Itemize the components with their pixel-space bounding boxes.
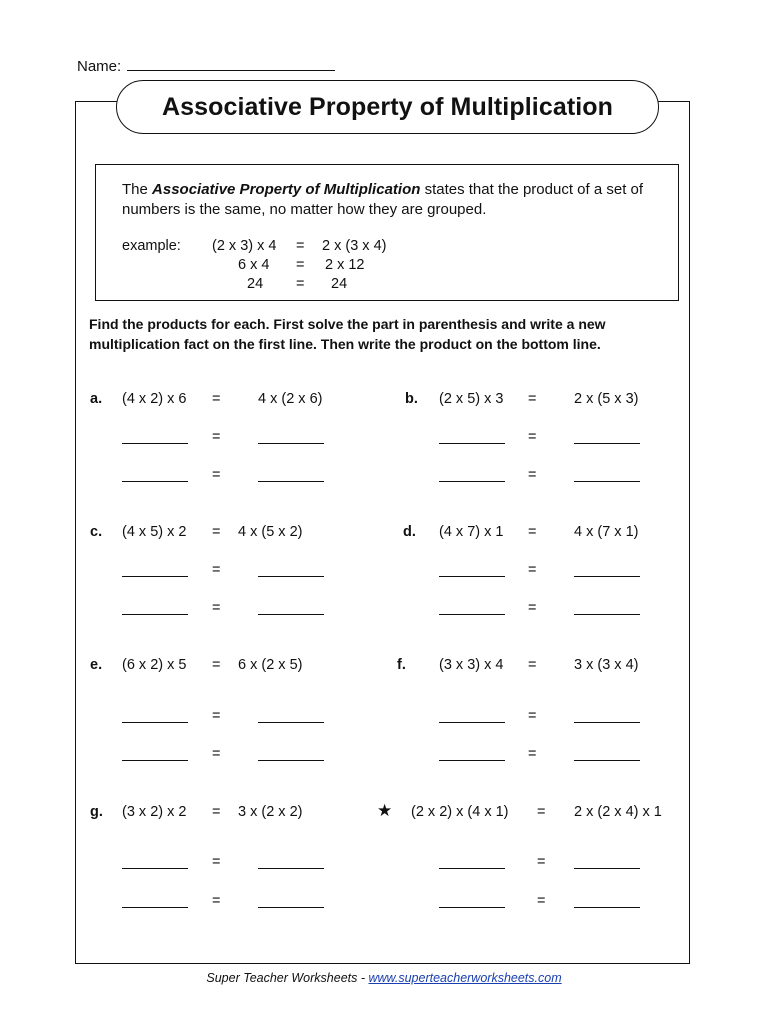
problem-star-right: 2 x (2 x 4) x 1	[574, 804, 662, 820]
example-row3-eq: =	[296, 276, 305, 292]
example-label: example:	[122, 238, 181, 254]
example-row1-eq: =	[296, 238, 305, 254]
problem-e-eq: =	[212, 657, 221, 673]
problem-b-blank-1-eq: =	[528, 429, 537, 445]
problem-c-blank-1-left[interactable]	[122, 576, 188, 577]
problem-d-blank-2-eq: =	[528, 600, 537, 616]
problem-a-blank-2-right[interactable]	[258, 481, 324, 482]
problem-f-label: f.	[397, 657, 406, 673]
problem-d-blank-1-right[interactable]	[574, 576, 640, 577]
example-row2-left: 6 x 4	[238, 257, 270, 273]
problem-a-label: a.	[90, 391, 103, 407]
problem-a-blank-2-eq: =	[212, 467, 221, 483]
problem-b-label: b.	[405, 391, 418, 407]
problem-a-blank-2-left[interactable]	[122, 481, 188, 482]
definition-text	[122, 180, 677, 220]
problem-f-right: 3 x (3 x 4)	[574, 657, 639, 673]
problem-e-right: 6 x (2 x 5)	[238, 657, 303, 673]
problem-c-blank-1-eq: =	[212, 562, 221, 578]
problem-f-blank-1-left[interactable]	[439, 722, 505, 723]
problem-g-blank-2-left[interactable]	[122, 907, 188, 908]
problem-star-blank-1-right[interactable]	[574, 868, 640, 869]
problem-f-left: (3 x 3) x 4	[439, 657, 504, 673]
star-icon: ★	[377, 801, 393, 820]
example-row3-right: 24	[331, 276, 348, 292]
problem-f-blank-2-right[interactable]	[574, 760, 640, 761]
problem-c-blank-1-right[interactable]	[258, 576, 324, 577]
problem-e-label: e.	[90, 657, 103, 673]
problem-b-blank-2-left[interactable]	[439, 481, 505, 482]
problem-d-eq: =	[528, 524, 537, 540]
worksheet-title	[116, 80, 659, 134]
problem-a-blank-1-left[interactable]	[122, 443, 188, 444]
problem-b-eq: =	[528, 391, 537, 407]
problem-a-blank-1-right[interactable]	[258, 443, 324, 444]
problem-e-blank-1-eq: =	[212, 708, 221, 724]
problem-e-blank-2-eq: =	[212, 746, 221, 762]
title-text: Associative Property of Multiplication	[161, 92, 614, 121]
problem-b-left: (2 x 5) x 3	[439, 391, 504, 407]
problem-g-blank-1-eq: =	[212, 854, 221, 870]
problem-f-blank-1-eq: =	[528, 708, 537, 724]
problem-a-left: (4 x 2) x 6	[122, 391, 187, 407]
definition-term: Associative Property of Multiplication	[152, 181, 421, 198]
footer-prefix: Super Teacher Worksheets -	[206, 971, 369, 985]
example-row2-right: 2 x 12	[325, 257, 365, 273]
problem-c-left: (4 x 5) x 2	[122, 524, 187, 540]
problem-f-eq: =	[528, 657, 537, 673]
problem-e-blank-2-right[interactable]	[258, 760, 324, 761]
problem-d-blank-2-right[interactable]	[574, 614, 640, 615]
problem-a-eq: =	[212, 391, 221, 407]
problem-g-blank-1-left[interactable]	[122, 868, 188, 869]
problem-c-right: 4 x (5 x 2)	[238, 524, 303, 540]
problem-star-eq: =	[537, 804, 546, 820]
definition-prefix: The	[122, 181, 153, 198]
problem-star-blank-2-right[interactable]	[574, 907, 640, 908]
example-row1-left: (2 x 3) x 4	[212, 238, 277, 254]
problem-g-left: (3 x 2) x 2	[122, 804, 187, 820]
problem-b-blank-1-left[interactable]	[439, 443, 505, 444]
problem-e-blank-1-right[interactable]	[258, 722, 324, 723]
problem-d-blank-2-left[interactable]	[439, 614, 505, 615]
problem-f-blank-1-right[interactable]	[574, 722, 640, 723]
problem-b-blank-2-right[interactable]	[574, 481, 640, 482]
title-rule-left	[75, 101, 120, 102]
problem-b-blank-1-right[interactable]	[574, 443, 640, 444]
problem-f-blank-2-eq: =	[528, 746, 537, 762]
problem-c-eq: =	[212, 524, 221, 540]
problem-g-blank-2-right[interactable]	[258, 907, 324, 908]
problem-g-blank-2-eq: =	[212, 893, 221, 909]
problem-b-blank-2-eq: =	[528, 467, 537, 483]
problem-c-blank-2-eq: =	[212, 600, 221, 616]
name-field[interactable]	[77, 56, 335, 75]
problem-d-left: (4 x 7) x 1	[439, 524, 504, 540]
problem-g-eq: =	[212, 804, 221, 820]
problem-d-blank-1-eq: =	[528, 562, 537, 578]
problem-star-blank-2-eq: =	[537, 893, 546, 909]
problem-b-right: 2 x (5 x 3)	[574, 391, 639, 407]
problem-a-blank-1-eq: =	[212, 429, 221, 445]
problem-c-label: c.	[90, 524, 103, 540]
name-label: Name:	[77, 58, 122, 75]
instructions-text: Find the products for each. First solve the part in parenthesis and write a new multiplication fact on the first line. Then write the product on the bottom line.	[89, 316, 606, 352]
problem-star-blank-1-left[interactable]	[439, 868, 505, 869]
footer	[0, 971, 768, 985]
example-row2-eq: =	[296, 257, 305, 273]
footer-link[interactable]: www.superteacherworksheets.com	[368, 971, 562, 985]
example-row3-left: 24	[247, 276, 264, 292]
problem-f-blank-2-left[interactable]	[439, 760, 505, 761]
problem-c-blank-2-left[interactable]	[122, 614, 188, 615]
problem-d-label: d.	[403, 524, 416, 540]
name-blank-line[interactable]	[127, 56, 335, 71]
problem-e-blank-2-left[interactable]	[122, 760, 188, 761]
problem-star-left: (2 x 2) x (4 x 1)	[411, 804, 509, 820]
problem-a-right: 4 x (2 x 6)	[258, 391, 323, 407]
problem-star-blank-2-left[interactable]	[439, 907, 505, 908]
problem-d-right: 4 x (7 x 1)	[574, 524, 639, 540]
problem-d-blank-1-left[interactable]	[439, 576, 505, 577]
problem-e-left: (6 x 2) x 5	[122, 657, 187, 673]
problem-g-right: 3 x (2 x 2)	[238, 804, 303, 820]
title-rule-right	[655, 101, 690, 102]
example-row1-right: 2 x (3 x 4)	[322, 238, 387, 254]
problem-g-blank-1-right[interactable]	[258, 868, 324, 869]
problem-g-label: g.	[90, 804, 103, 820]
problem-c-blank-2-right[interactable]	[258, 614, 324, 615]
definition-suffix: states that the product of a set of numbers is the same, no matter how they are grouped.	[122, 181, 644, 218]
problem-star-blank-1-eq: =	[537, 854, 546, 870]
problem-e-blank-1-left[interactable]	[122, 722, 188, 723]
